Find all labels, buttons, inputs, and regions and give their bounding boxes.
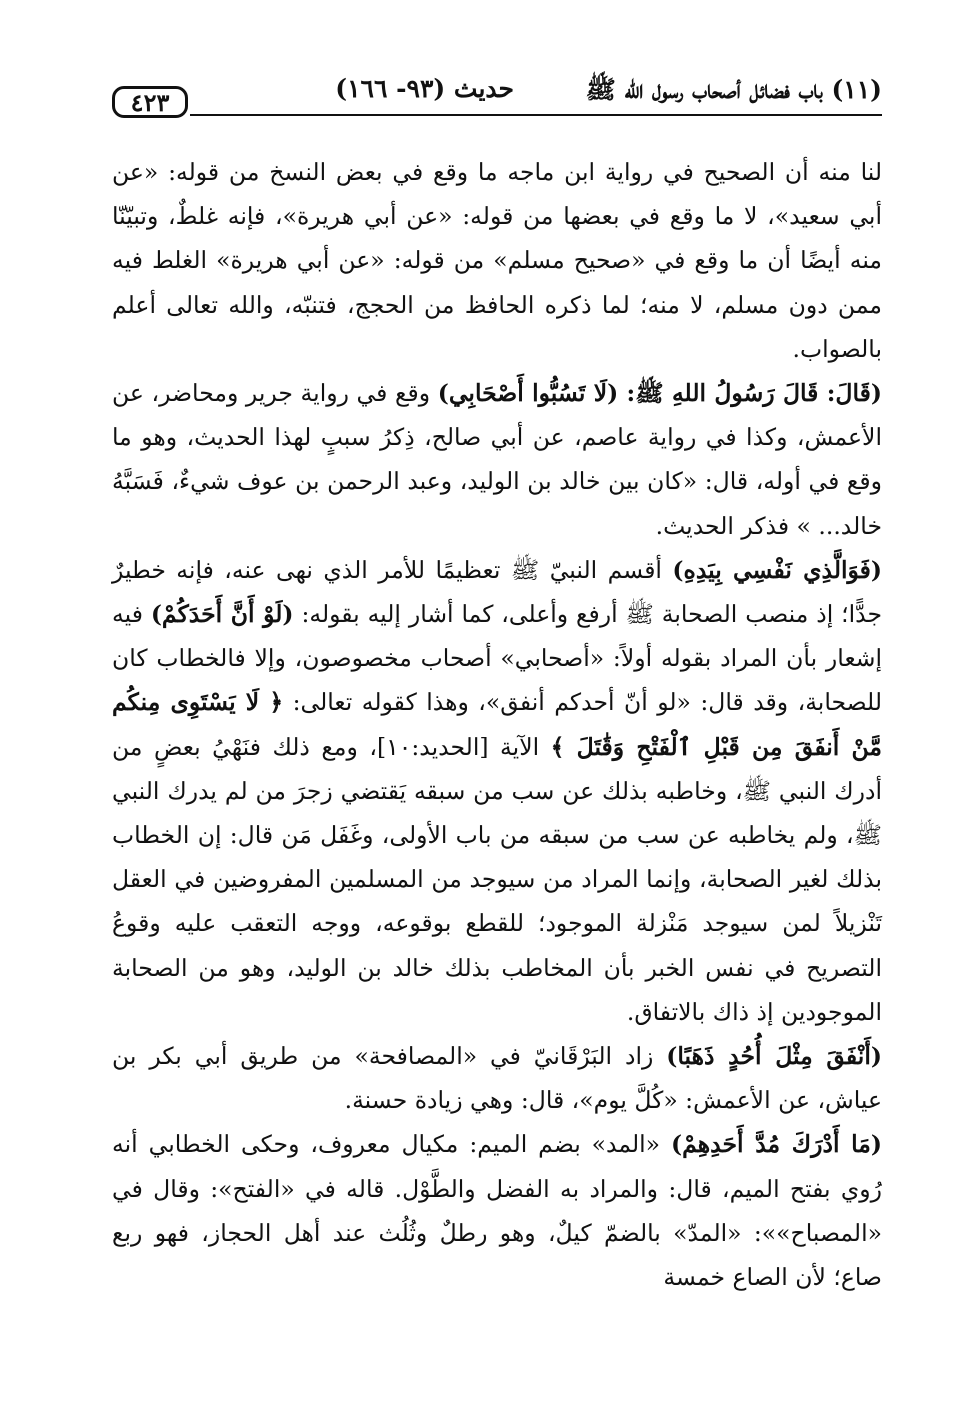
paragraph <box>112 1122 882 1299</box>
hadith-quote: (مَا أَدْرَكَ مُدَّ أَحَدِهِمْ) <box>671 1130 883 1159</box>
text-run: «المد» بضم الميم: مكيال معروف، وحكى الخطابي أنه رُوي بفتح الميم، قال: والمراد به الفضل والطَّوْل. قاله في «الفتح»: وقال في «المصباح»»: «المدّ» بالضمّ كيلٌ، وهو رطلٌ وثُلُث عند أهل الحجاز، فهو ربع صاع؛ لأن الصاع خمسة <box>112 1130 882 1292</box>
paragraph <box>112 150 882 371</box>
text-run: فيه إشعار بأن المراد بقوله أولاً: «أصحابي» أصحاب مخصوصون، وإلا فالخطاب كان للصحابة، وقد قال: «لو أنّ أحدكم أنفق»، وهذا كقوله تعالى: <box>112 600 882 717</box>
hadith-quote: (فَوَالَّذِي نَفْسِي بِيَدِهِ) <box>672 555 882 584</box>
hadith-quote: (قَالَ: قَالَ رَسُولُ اللهِ ﷺ: (لَا تَسُبُّوا أَصْحَابِي) <box>437 379 883 408</box>
hadith-range: حديث (٩٣- ١٦٦) <box>335 74 514 103</box>
hadith-quote: (لَوْ أَنَّ أَحَدَكُمْ) <box>150 600 294 629</box>
paragraph <box>112 548 882 1034</box>
text-run: أقسم النبيّ ﷺ تعظيمًا للأمر الذي نهى عنه، فإنه خطيرٌ جدًّا؛ إذ منصب الصحابة ﷺ أرفع وأعلى، كما أشار إليه بقوله: <box>112 555 882 629</box>
header-divider <box>190 114 882 116</box>
chapter-title: (١١) باب فضائل أصحاب رسول الله ﷺ <box>585 75 882 104</box>
text-run: وقع في رواية جرير ومحاضر، عن الأعمش، وكذا في رواية عاصم، عن أبي صالح، ذِكرُ سببٍ لهذا الحديث، وهو ما وقع في أوله، قال: «كان بين خالد بن الوليد، وعبد الرحمن بن عوف شيءٌ، فَسَبَّهُ خالد... » فذكر الحديث. <box>112 379 882 540</box>
hadith-quote: (أَنْفَقَ مِثْلَ أُحُدٍ ذَهَبًا) <box>666 1042 882 1071</box>
quran-verse: ﴿ لَا يَسْتَوِى مِنكُم مَّنْ أَنفَقَ مِن قَبْلِ ٱلْفَتْحِ وَقَٰتَلَ ﴾ <box>112 688 882 761</box>
page-number: ٤٢٣ <box>112 86 188 118</box>
page-header <box>112 68 882 124</box>
text-run: لنا منه أن الصحيح في رواية ابن ماجه ما وقع في بعض النسخ من قوله: «عن أبي سعيد»، لا ما وقع في بعضها من قوله: «عن أبي هريرة»، فإنه غلطٌ، وتبيّنّا منه أيضًا أن ما وقع في «صحيح مسلم» من قوله: «عن أبي هريرة» الغلط فيه ممن دون مسلم، لا منه؛ لما ذكره الحافظ من الحجج، فتنبّه، والله تعالى أعلم بالصواب. <box>112 158 882 363</box>
text-run: الآية [الحديد:١٠]، ومع ذلك فنَهْيُ بعضٍ من أدرك النبي ﷺ، وخاطبه بذلك عن سب من سبقه يَقتضي زجرَ من لم يدرك النبي ﷺ، ولم يخاطبه عن سب من سبقه من باب الأولى، وغَفَل مَن قال: إن الخطاب بذلك لغير الصحابة، وإنما المراد من سيوجد من المسلمين المفروضين في العقل تَنْزيلاً لمن سيوجد مَنْزلة الموجود؛ للقطع بوقوعه، ووجه التعقب عليه وقوعُ التصريح في نفس الخبر بأن المخاطب بذلك خالد بن الوليد، وهو من الصحابة الموجودين إذ ذاك بالاتفاق. <box>112 732 882 1026</box>
paragraph <box>112 1034 882 1122</box>
body-text <box>112 150 882 1299</box>
text-run: زاد البَرْقَانيّ في «المصافحة» من طريق أبي بكر بن عياش، عن الأعمش: «كُلَّ يوم»، قال: وهي زيادة حسنة. <box>112 1042 882 1115</box>
paragraph <box>112 371 882 548</box>
